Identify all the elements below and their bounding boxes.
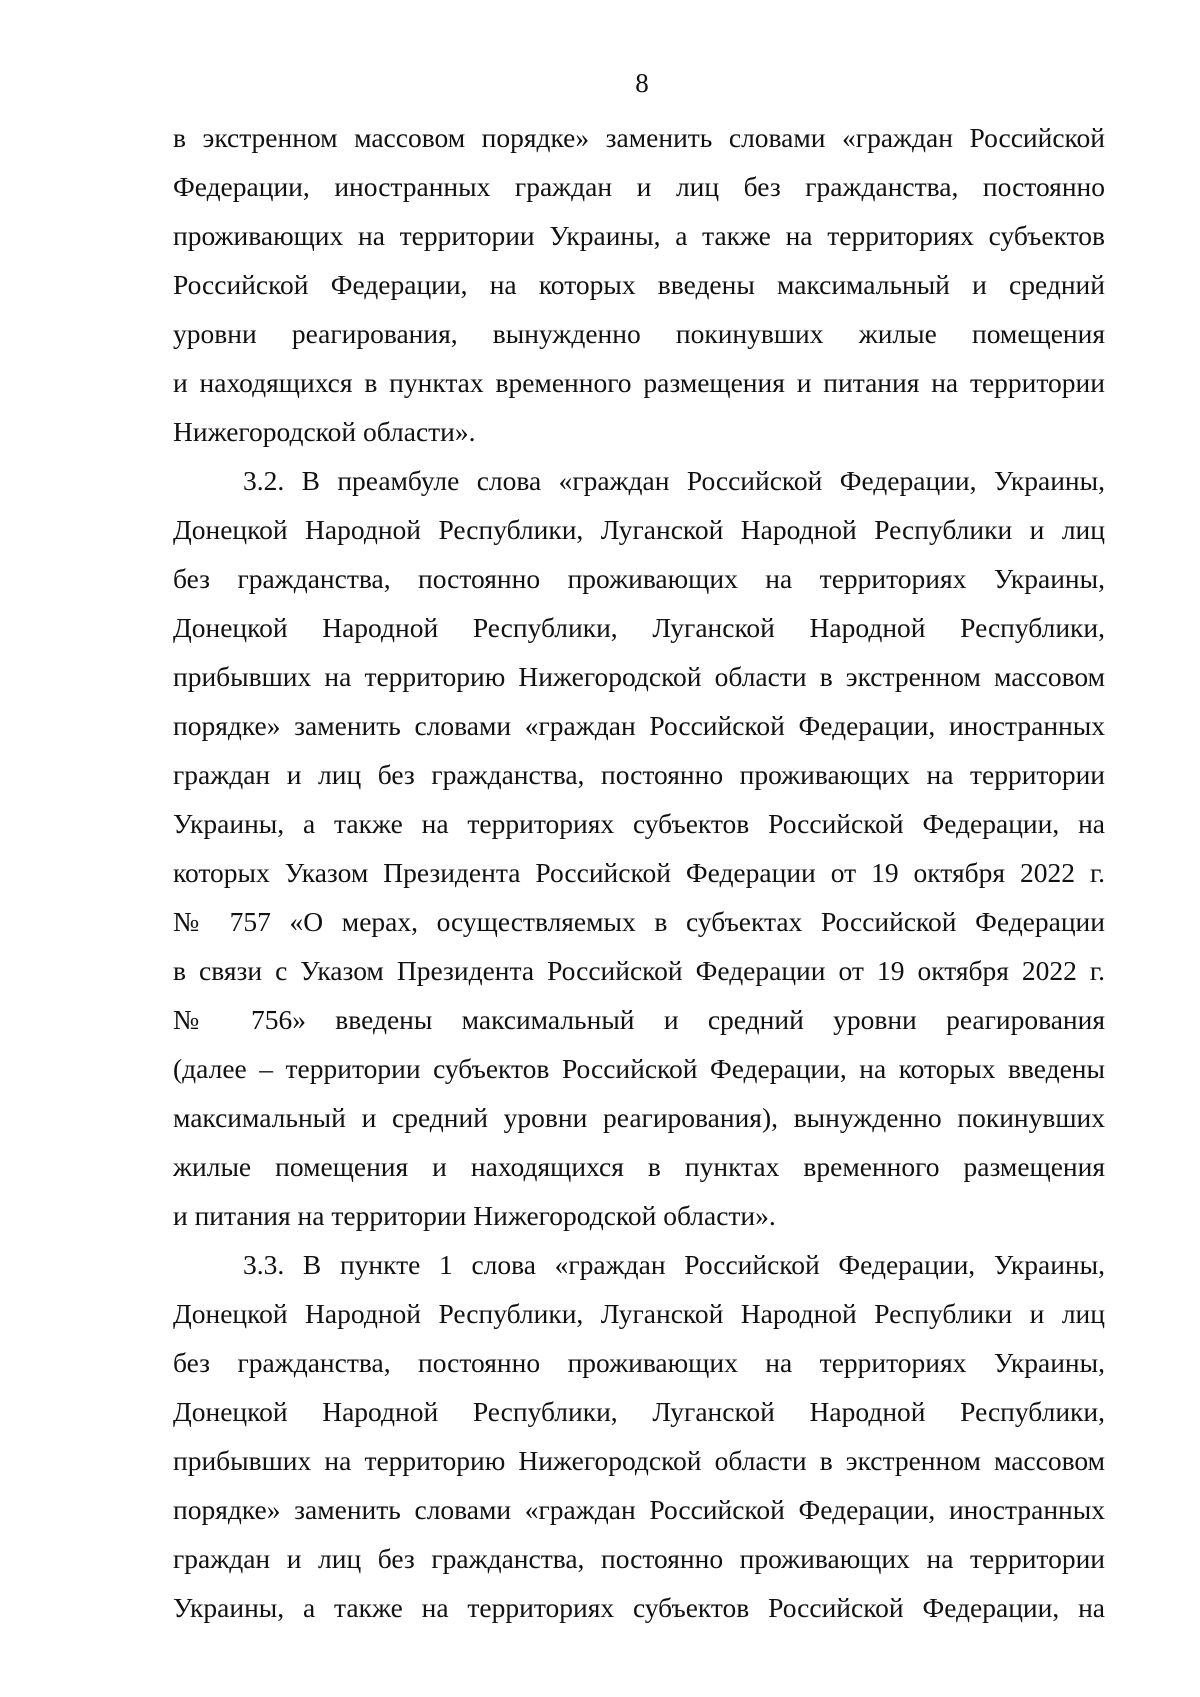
text-line: без гражданства, постоянно проживающих на территориях Украины, [173, 563, 1105, 594]
text-line: № 756» введены максимальный и средний уровни реагирования [173, 1004, 1105, 1035]
text-line: прибывших на территорию Нижегородской области в экстренном массовом [173, 661, 1105, 692]
text-line: уровни реагирования, вынужденно покинувших жилые помещения [173, 318, 1105, 349]
text-line: Федерации, иностранных граждан и лиц без гражданства, постоянно [173, 171, 1105, 202]
text-line: без гражданства, постоянно проживающих на территориях Украины, [173, 1347, 1105, 1378]
text-line: максимальный и средний уровни реагирования), вынужденно покинувших [173, 1102, 1105, 1133]
text-line: жилые помещения и находящихся в пунктах временного размещения [173, 1151, 1105, 1182]
text-line: и питания на территории Нижегородской области». [173, 1200, 776, 1231]
text-line: 3.2. В преамбуле слова «граждан Российской Федерации, Украины, [243, 465, 1105, 496]
text-line: (далее – территории субъектов Российской Федерации, на которых введены [173, 1053, 1105, 1084]
text-line: порядке» заменить словами «граждан Российской Федерации, иностранных [173, 1494, 1105, 1525]
text-line: Украины, а также на территориях субъектов Российской Федерации, на [173, 1592, 1105, 1623]
text-line: Российской Федерации, на которых введены максимальный и средний [173, 269, 1105, 300]
text-line: в экстренном массовом порядке» заменить словами «граждан Российской [173, 122, 1105, 153]
text-line: Нижегородской области». [173, 416, 476, 447]
text-line: Донецкой Народной Республики, Луганской Народной Республики, [173, 1396, 1105, 1427]
text-line: Украины, а также на территориях субъектов Российской Федерации, на [173, 808, 1105, 839]
text-line: Донецкой Народной Республики, Луганской Народной Республики и лиц [173, 514, 1105, 545]
page-number: 8 [635, 68, 649, 98]
text-line: Донецкой Народной Республики, Луганской Народной Республики и лиц [173, 1298, 1105, 1329]
text-line: граждан и лиц без гражданства, постоянно проживающих на территории [173, 759, 1105, 790]
text-line: порядке» заменить словами «граждан Российской Федерации, иностранных [173, 710, 1105, 741]
text-line: граждан и лиц без гражданства, постоянно проживающих на территории [173, 1543, 1105, 1574]
text-line: № 757 «О мерах, осуществляемых в субъектах Российской Федерации [173, 906, 1105, 937]
text-line: прибывших на территорию Нижегородской области в экстренном массовом [173, 1445, 1105, 1476]
text-line: и находящихся в пунктах временного размещения и питания на территории [173, 367, 1105, 398]
document-body [173, 113, 1105, 1632]
text-line: в связи с Указом Президента Российской Федерации от 19 октября 2022 г. [173, 955, 1105, 986]
text-line: Донецкой Народной Республики, Луганской Народной Республики, [173, 612, 1105, 643]
text-line: которых Указом Президента Российской Федерации от 19 октября 2022 г. [173, 857, 1105, 888]
text-line: проживающих на территории Украины, а также на территориях субъектов [173, 220, 1105, 251]
text-line: 3.3. В пункте 1 слова «граждан Российской Федерации, Украины, [243, 1249, 1105, 1280]
